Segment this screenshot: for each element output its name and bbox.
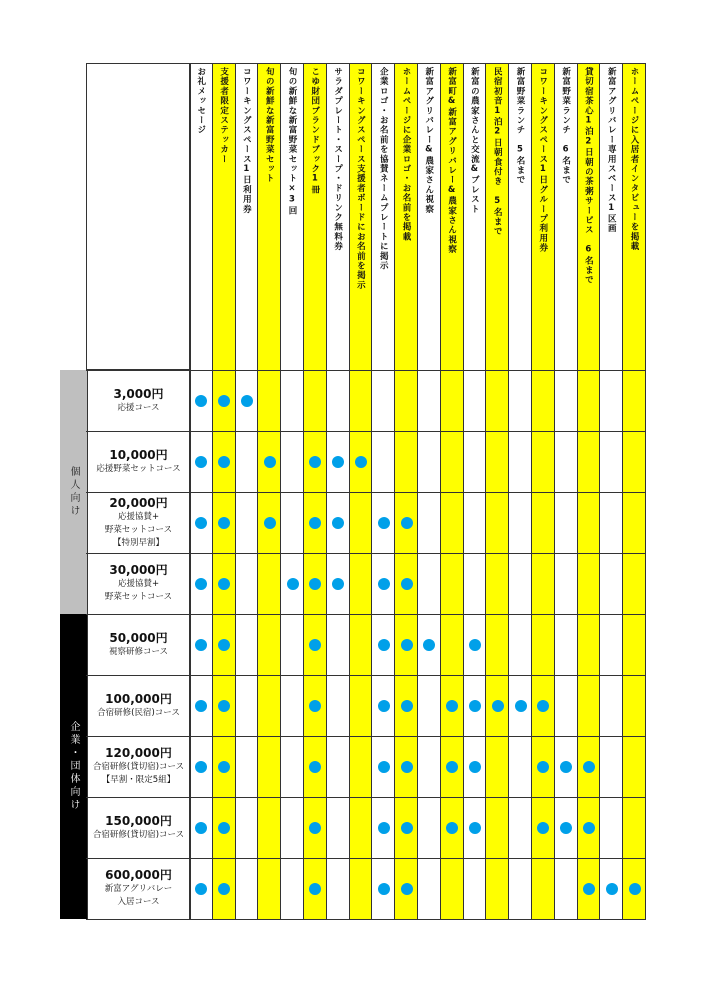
reward-column	[464, 63, 487, 919]
included-dot	[332, 578, 344, 590]
column-header-label: 新富の農家さんと交流&ブレスト	[469, 67, 480, 214]
included-dot	[218, 883, 230, 895]
column-header-label: サラダプレート・スープ・ドリンク無料券	[332, 67, 343, 252]
included-dot	[195, 822, 207, 834]
included-dot	[195, 517, 207, 529]
reward-column	[600, 63, 623, 919]
course-name: 合宿研修(貸切宿)コース	[92, 829, 185, 840]
course-label	[87, 736, 190, 797]
course-name: 入居コース	[117, 897, 160, 907]
row-divider	[86, 370, 646, 371]
included-dot	[309, 822, 321, 834]
included-dot	[446, 700, 458, 712]
reward-column	[304, 63, 327, 919]
included-dot	[401, 822, 413, 834]
reward-column	[441, 63, 464, 919]
included-dot	[469, 761, 481, 773]
column-header-label: コワーキングスペース1日利用券	[241, 67, 252, 214]
column-divider	[190, 63, 191, 919]
included-dot	[537, 761, 549, 773]
reward-column	[372, 63, 395, 919]
included-dot	[195, 700, 207, 712]
column-header-label: 新富野菜ランチ 5名まで	[514, 67, 525, 185]
group-individual	[60, 370, 87, 614]
column-header-label: 新富アグリバレー専用スペース1区画	[606, 67, 617, 234]
group-label: 個人向け	[68, 466, 79, 518]
course-label	[87, 553, 190, 614]
course-price: 50,000円	[109, 630, 168, 645]
reward-column	[190, 63, 213, 919]
course-name: 新富アグリバレー	[104, 884, 173, 894]
course-price: 10,000円	[109, 447, 168, 462]
course-name: 野菜セットコース	[104, 592, 173, 602]
included-dot	[309, 761, 321, 773]
reward-column	[350, 63, 373, 919]
reward-column	[555, 63, 578, 919]
included-dot	[469, 639, 481, 651]
course-price: 20,000円	[109, 495, 168, 510]
course-name: 応援協賛+	[117, 579, 160, 589]
course-name: 【特別早割】	[112, 537, 164, 548]
column-header-label: 支援者限定ステッカー	[218, 67, 229, 164]
included-dot	[218, 517, 230, 529]
row-divider	[86, 736, 646, 737]
column-header-label: 旬の新鮮な新富野菜セット×3回	[286, 67, 297, 216]
included-dot	[378, 761, 390, 773]
column-header-label: コワーキングスペース支援者ボードにお名前を掲示	[355, 67, 366, 291]
column-header-label: 旬の新鮮な新富野菜セット	[264, 67, 275, 184]
included-dot	[606, 883, 618, 895]
included-dot	[195, 639, 207, 651]
reward-column	[418, 63, 441, 919]
included-dot	[264, 517, 276, 529]
group-corporate	[60, 614, 87, 919]
reward-column	[509, 63, 532, 919]
course-label	[87, 675, 190, 736]
row-divider	[86, 797, 646, 798]
row-divider	[86, 858, 646, 859]
included-dot	[401, 639, 413, 651]
course-label	[87, 370, 190, 431]
column-header-label: こゆ財団ブランドブック1冊	[309, 67, 320, 195]
row-divider	[86, 919, 646, 920]
included-dot	[469, 822, 481, 834]
included-dot	[309, 578, 321, 590]
course-price: 30,000円	[109, 563, 168, 577]
course-label	[87, 858, 190, 919]
included-dot	[195, 395, 207, 407]
course-name: 視察研修コース	[108, 646, 169, 657]
reward-column	[327, 63, 350, 919]
included-dot	[378, 700, 390, 712]
row-divider	[86, 63, 646, 64]
course-name: 野菜セットコース	[104, 524, 173, 535]
included-dot	[309, 517, 321, 529]
column-header-label: お礼メッセージ	[195, 67, 206, 135]
included-dot	[583, 761, 595, 773]
column-header-label: 企業ロゴ・お名前を協賛ネームプレートに掲示	[378, 67, 389, 271]
included-dot	[401, 700, 413, 712]
column-header-label: 新富町&新富アグリバレー&農家さん視察	[446, 67, 457, 255]
reward-column	[486, 63, 509, 919]
included-dot	[560, 822, 572, 834]
course-price: 600,000円	[105, 868, 172, 882]
column-header-label: 新富野菜ランチ 6名まで	[560, 67, 571, 185]
reward-column	[623, 63, 646, 919]
reward-column	[532, 63, 555, 919]
column-header-label: 新富アグリバレー&農家さん視察	[423, 67, 434, 214]
included-dot	[332, 456, 344, 468]
course-name: 合宿研修(貸切宿)コース	[92, 762, 185, 772]
included-dot	[218, 700, 230, 712]
course-name: 応援コース	[117, 402, 160, 413]
reward-column	[578, 63, 601, 919]
included-dot	[218, 639, 230, 651]
row-divider	[86, 553, 646, 554]
included-dot	[492, 700, 504, 712]
included-dot	[423, 639, 435, 651]
row-divider	[86, 675, 646, 676]
included-dot	[195, 761, 207, 773]
course-name: 【早割・限定5組】	[101, 775, 176, 785]
included-dot	[218, 822, 230, 834]
reward-column	[236, 63, 259, 919]
course-price: 120,000円	[105, 746, 172, 760]
included-dot	[378, 517, 390, 529]
course-label	[87, 797, 190, 858]
included-dot	[378, 639, 390, 651]
included-dot	[309, 639, 321, 651]
course-name: 応援野菜セットコース	[96, 463, 181, 474]
included-dot	[332, 517, 344, 529]
included-dot	[241, 395, 253, 407]
reward-column	[213, 63, 236, 919]
row-divider	[86, 614, 646, 615]
column-header-label: コワーキングスペース1日グループ利用券	[537, 67, 548, 253]
column-header-label: ホームページに入居者インタビューを掲載	[628, 67, 639, 252]
included-dot	[218, 456, 230, 468]
included-dot	[629, 883, 641, 895]
included-dot	[287, 578, 299, 590]
header-corner-cell	[86, 63, 190, 370]
included-dot	[378, 883, 390, 895]
reward-table	[60, 63, 646, 917]
included-dot	[218, 578, 230, 590]
included-dot	[195, 456, 207, 468]
included-dot	[195, 578, 207, 590]
included-dot	[515, 700, 527, 712]
included-dot	[537, 822, 549, 834]
included-dot	[446, 822, 458, 834]
included-dot	[583, 822, 595, 834]
included-dot	[560, 761, 572, 773]
included-dot	[309, 700, 321, 712]
course-price: 100,000円	[105, 691, 172, 706]
reward-column	[281, 63, 304, 919]
course-price: 3,000円	[113, 386, 164, 401]
included-dot	[378, 822, 390, 834]
included-dot	[469, 700, 481, 712]
included-dot	[218, 395, 230, 407]
included-dot	[309, 456, 321, 468]
row-divider	[86, 431, 646, 432]
group-label: 企業・団体向け	[68, 721, 79, 812]
column-header-label: ホームページに企業ロゴ・お名前を掲載	[400, 67, 411, 242]
included-dot	[218, 761, 230, 773]
column-header-label: 貸切宿茶心1泊2日朝の茶粥サービス 6名まで	[583, 67, 594, 285]
included-dot	[195, 883, 207, 895]
course-name: 応援協賛+	[117, 511, 160, 522]
column-header-label: 民宿初音1泊2日朝食付き 5名まで	[492, 67, 503, 237]
course-price: 150,000円	[105, 813, 172, 828]
included-dot	[401, 761, 413, 773]
course-label	[87, 614, 190, 675]
reward-column	[258, 63, 281, 919]
included-dot	[378, 578, 390, 590]
included-dot	[401, 517, 413, 529]
included-dot	[537, 700, 549, 712]
course-label	[87, 431, 190, 492]
included-dot	[583, 883, 595, 895]
row-divider	[86, 492, 646, 493]
included-dot	[446, 761, 458, 773]
included-dot	[401, 578, 413, 590]
included-dot	[264, 456, 276, 468]
reward-column	[395, 63, 418, 919]
course-name: 合宿研修(民宿)コース	[97, 707, 180, 718]
included-dot	[309, 883, 321, 895]
course-label	[87, 492, 190, 553]
included-dot	[401, 883, 413, 895]
included-dot	[355, 456, 367, 468]
